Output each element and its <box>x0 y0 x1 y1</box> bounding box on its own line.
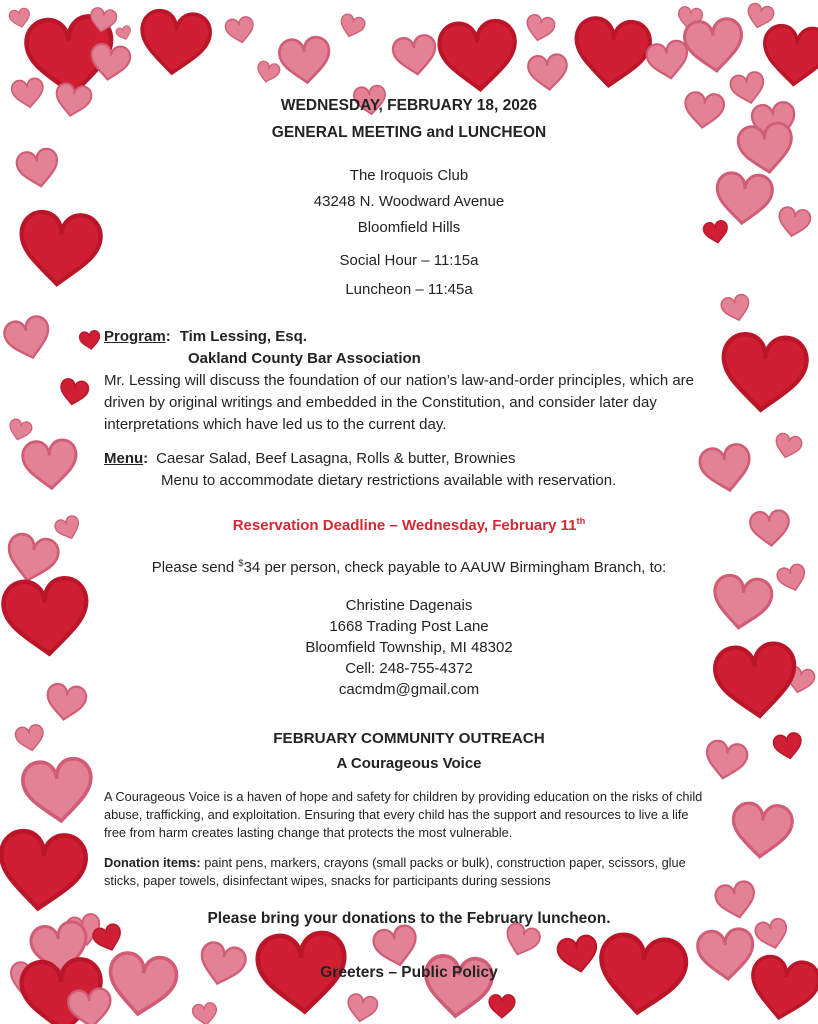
heart-icon <box>772 732 803 761</box>
heart-icon <box>15 147 61 190</box>
contact-street: 1668 Trading Post Lane <box>329 618 489 635</box>
heart-icon <box>224 16 255 45</box>
heart-icon <box>714 172 773 226</box>
greeters-line: Greeters – Public Policy <box>320 964 498 981</box>
reservation-instructions <box>104 556 714 580</box>
heart-icon <box>720 293 753 324</box>
document-sheet <box>104 92 714 985</box>
contact-cell: Cell: 248-755-4372 <box>345 660 473 677</box>
heart-icon <box>2 314 54 363</box>
heart-icon <box>683 17 745 74</box>
program-label: Program <box>104 328 166 345</box>
heart-icon <box>79 330 102 351</box>
heart-icon <box>0 829 88 913</box>
heart-icon <box>115 25 133 42</box>
heart-icon <box>337 13 366 40</box>
heart-icon <box>138 9 212 76</box>
donation-bring-note: Please bring your donations to the February luncheon. <box>207 910 611 927</box>
outreach-heading: FEBRUARY COMMUNITY OUTREACH <box>273 730 545 747</box>
heart-icon <box>761 24 818 87</box>
heart-icon <box>527 54 568 92</box>
program-speaker: Tim Lessing, Esq. <box>179 328 307 345</box>
program-description: Mr. Lessing will discuss the foundation of our nation’s law-and-order principles, which are driven by original writings and embedded in the Constitution, and consider later day interpretations which have led us to the current day. <box>104 372 695 433</box>
venue-address: 43248 N. Woodward Avenue <box>313 193 505 210</box>
dollar-sign: $ <box>238 558 244 568</box>
heart-icon <box>391 34 438 77</box>
heart-icon <box>572 16 652 89</box>
heart-icon <box>8 7 32 29</box>
menu-items: Caesar Salad, Beef Lasagna, Rolls & butter, Brownies <box>156 450 516 467</box>
heart-icon <box>746 954 818 1024</box>
reservation-deadline-text: Reservation Deadline – Wednesday, February 11 <box>232 517 577 534</box>
event-date: WEDNESDAY, FEBRUARY 18, 2026 <box>280 97 538 114</box>
reservation-deadline <box>104 514 714 538</box>
heart-icon <box>44 683 87 722</box>
heart-icon <box>645 39 691 82</box>
heart-icon <box>773 432 804 461</box>
donation-items-label: Donation items: <box>104 855 201 870</box>
schedule-block <box>104 246 714 304</box>
menu-section <box>104 448 714 492</box>
menu-items-line <box>104 448 714 470</box>
event-name: GENERAL MEETING and LUNCHEON <box>271 124 547 141</box>
heart-icon <box>438 20 518 92</box>
heart-icon <box>749 510 790 548</box>
heart-icon <box>21 757 95 824</box>
heart-icon <box>745 2 776 31</box>
donation-items-list: paint pens, markers, crayons (small packs or bulk), construction paper, scissors, glue sticks, paper towels, disinfectant wipes, snacks for participants during sessions <box>104 855 686 888</box>
heart-icon <box>53 82 93 119</box>
donation-items-paragraph <box>104 854 714 890</box>
venue-name: The Iroquois Club <box>349 167 469 184</box>
program-section <box>104 326 714 436</box>
heart-icon <box>719 333 808 414</box>
heart-icon <box>14 724 45 753</box>
program-organization: Oakland County Bar Association <box>188 350 421 367</box>
contact-name: Christine Dagenais <box>345 597 473 614</box>
venue-block <box>104 163 714 241</box>
social-hour-time: Social Hour – 11:15a <box>339 252 479 269</box>
contact-block <box>104 595 714 700</box>
outreach-description: A Courageous Voice is a haven of hope and safety for children by providing education on the risks of child abuse, trafficking, and exploitation. Ensuring that every child has the support and resources to live a life free from harm creates lasting change that protects the most vulnerable. <box>104 789 703 840</box>
heart-icon <box>754 917 791 952</box>
heart-icon <box>192 1002 219 1024</box>
menu-label-colon: : <box>143 450 149 467</box>
heart-icon <box>22 439 79 490</box>
reservation-deadline-ordinal: th <box>576 516 586 526</box>
heart-icon <box>2 577 91 658</box>
heart-icon <box>524 13 556 43</box>
reservation-send-after: 34 per person, check payable to AAUW Birmingham Branch, to: <box>243 559 667 576</box>
heart-icon <box>53 514 83 542</box>
program-speaker-line <box>104 326 714 348</box>
menu-label: Menu <box>104 450 144 467</box>
venue-city: Bloomfield Hills <box>357 219 461 236</box>
heart-icon <box>278 36 332 85</box>
heart-icon <box>17 210 102 287</box>
heart-icon <box>713 642 799 720</box>
heart-icon <box>714 880 759 922</box>
heart-icon <box>489 995 515 1018</box>
heart-icon <box>730 802 793 859</box>
heart-icon <box>3 532 61 586</box>
heart-icon <box>7 418 33 443</box>
heart-icon <box>255 60 281 84</box>
outreach-subheading: A Courageous Voice <box>336 755 482 772</box>
contact-email: cacmdm@gmail.com <box>338 681 480 698</box>
menu-note: Menu to accommodate dietary restrictions available with reservation. <box>161 472 617 489</box>
luncheon-time: Luncheon – 11:45a <box>345 281 473 298</box>
reservation-send-before: Please send <box>151 559 239 576</box>
heart-icon <box>729 70 768 106</box>
heart-icon <box>345 993 379 1024</box>
heart-icon <box>710 573 774 631</box>
heart-icon <box>736 121 795 176</box>
heart-icon <box>11 77 46 109</box>
program-label-colon: : <box>165 328 171 345</box>
heart-icon <box>58 378 89 407</box>
event-title <box>104 92 714 146</box>
heart-icon <box>775 563 808 594</box>
heart-icon <box>88 43 131 82</box>
heart-icon <box>776 206 812 239</box>
contact-city: Bloomfield Township, MI 48302 <box>305 639 513 656</box>
